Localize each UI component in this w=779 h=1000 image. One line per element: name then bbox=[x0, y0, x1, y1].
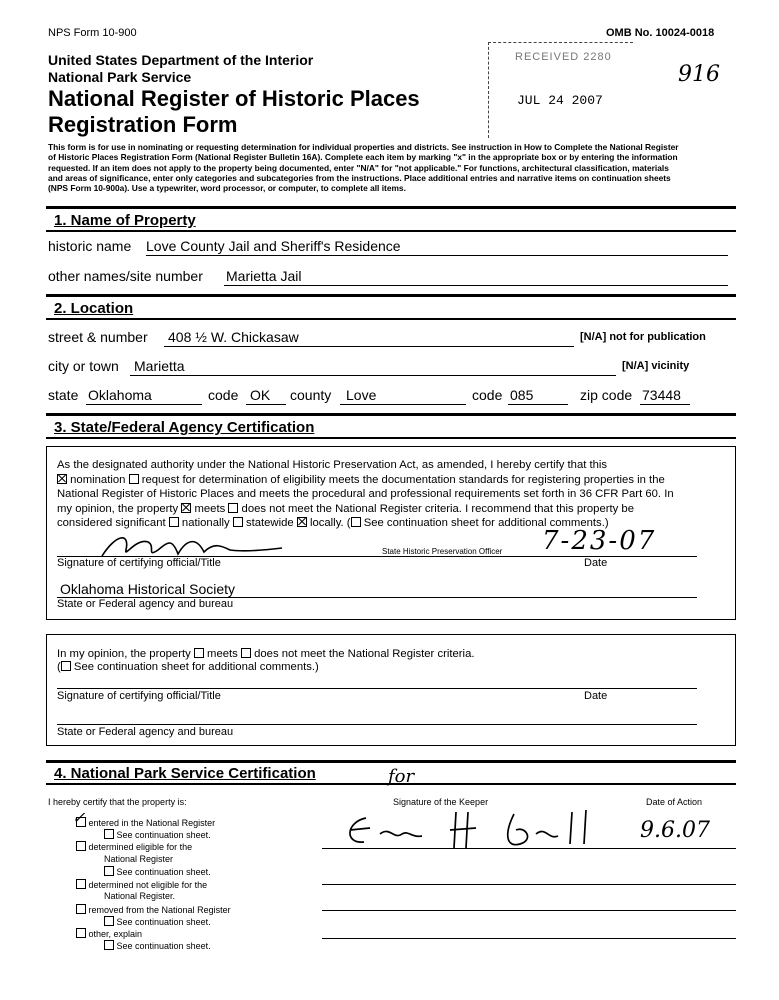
option-label: See continuation sheet. bbox=[116, 830, 211, 840]
request-label: request for determination of eligibility meets the documentation standards for registering properties in the bbox=[141, 473, 665, 486]
section2-heading: 2. Location bbox=[54, 300, 134, 317]
box2-date-label: Date bbox=[584, 690, 608, 702]
state-code-value: OK bbox=[250, 387, 271, 403]
request-checkbox[interactable] bbox=[129, 474, 139, 484]
zip-label: zip code bbox=[580, 387, 633, 403]
box2-meets-checkbox[interactable] bbox=[194, 648, 204, 658]
divider bbox=[46, 413, 736, 416]
section4-heading: 4. National Park Service Certification bbox=[54, 765, 316, 782]
option-eligible bbox=[76, 841, 192, 852]
option-label: See continuation sheet. bbox=[116, 867, 211, 877]
city-value: Marietta bbox=[134, 358, 185, 374]
county-field[interactable] bbox=[340, 387, 466, 405]
box2-agency-line bbox=[57, 724, 697, 725]
instructions-line: This form is for use in nominating or requesting determination for individual properties and districts. See instruction in How to Complete the National Register bbox=[48, 142, 679, 152]
meets-label: meets bbox=[194, 502, 226, 515]
historic-name-label: historic name bbox=[48, 238, 132, 254]
keeper-signature bbox=[336, 804, 606, 858]
option-label: other, explain bbox=[88, 929, 143, 939]
date-label: Date bbox=[584, 557, 608, 569]
keeper-line bbox=[322, 910, 736, 911]
continuation-checkbox[interactable] bbox=[104, 916, 114, 926]
statewide-label: statewide bbox=[245, 517, 294, 530]
stamp-received: RECEIVED 2280 bbox=[515, 51, 612, 63]
not-for-publication: [N/A] not for publication bbox=[580, 331, 706, 343]
continuation-checkbox[interactable] bbox=[104, 940, 114, 950]
continuation-checkbox[interactable] bbox=[104, 829, 114, 839]
box2-agency-label: State or Federal agency and bureau bbox=[57, 726, 234, 738]
stamp-date: JUL 24 2007 bbox=[517, 93, 603, 108]
officer-title: State Historic Preservation Officer bbox=[382, 547, 503, 556]
removed-checkbox[interactable] bbox=[76, 904, 86, 914]
option-label: See continuation sheet. bbox=[116, 917, 211, 927]
zip-field[interactable] bbox=[640, 387, 690, 405]
other-checkbox[interactable] bbox=[76, 928, 86, 938]
option-label: determined eligible for the bbox=[88, 842, 193, 852]
cert-line bbox=[57, 502, 729, 517]
county-code-value: 085 bbox=[510, 387, 534, 403]
page-subtitle: Registration Form bbox=[48, 112, 238, 137]
divider bbox=[46, 760, 736, 763]
county-label: county bbox=[290, 387, 332, 403]
instructions-line: requested. If an item does not apply to the property being documented, enter "N/A" for "not applicable." For functions, architectural classification, materials bbox=[48, 162, 669, 173]
nomination-checkbox[interactable] bbox=[57, 474, 67, 484]
cert-line: National Register of Historic Places and meets the procedural and professional requirements set forth in 36 CFR Part 60. In bbox=[57, 488, 674, 501]
locally-label: locally. ( bbox=[309, 517, 351, 530]
does-not-meet-checkbox[interactable] bbox=[228, 503, 238, 513]
option-entered bbox=[76, 817, 215, 828]
continuation-checkbox[interactable] bbox=[351, 517, 361, 527]
divider bbox=[46, 294, 736, 297]
option-eligible-cont bbox=[104, 866, 211, 877]
nationally-checkbox[interactable] bbox=[169, 517, 179, 527]
box2-paren: ( bbox=[57, 661, 61, 673]
state-label: state bbox=[48, 387, 79, 403]
instructions-line: of Historic Places Registration Form (National Register Bulletin 16A). Complete each item by marking "x" in the appropriate box or by entering the information bbox=[48, 152, 678, 163]
county-code-field[interactable] bbox=[508, 387, 568, 405]
section3-heading: 3. State/Federal Agency Certification bbox=[54, 419, 315, 436]
option-other-cont bbox=[104, 940, 211, 951]
instructions bbox=[48, 142, 679, 193]
option-removed-cont bbox=[104, 916, 211, 927]
other-names-value: Marietta Jail bbox=[226, 268, 302, 284]
state-code-label: code bbox=[208, 387, 239, 403]
box2-continuation-checkbox[interactable] bbox=[61, 661, 71, 671]
other-names-field[interactable] bbox=[224, 268, 728, 286]
other-names-label: other names/site number bbox=[48, 268, 203, 284]
divider bbox=[46, 230, 736, 232]
box2-does-not-meet-label: does not meet the National Register criteria. bbox=[254, 648, 475, 660]
statewide-checkbox[interactable] bbox=[233, 517, 243, 527]
option-label: National Register bbox=[104, 854, 174, 864]
handwritten-number: 916 bbox=[678, 62, 720, 87]
received-stamp bbox=[488, 42, 633, 138]
box2-opinion-label: In my opinion, the property bbox=[57, 648, 191, 660]
state-field[interactable] bbox=[86, 387, 202, 405]
zip-value: 73448 bbox=[642, 387, 681, 403]
instructions-line: and areas of significance, enter only categories and subcategories from the instructions. Place additional entries and narrative items on continuation sheets bbox=[48, 172, 671, 183]
significance-label: considered significant bbox=[57, 517, 166, 530]
keeper-date: 9.6.07 bbox=[640, 818, 710, 843]
instructions-line: (NPS Form 10-900a). Use a typewriter, word processor, or computer, to complete all items. bbox=[48, 183, 406, 194]
option-label: determined not eligible for the bbox=[88, 880, 208, 890]
section1-heading: 1. Name of Property bbox=[54, 212, 196, 229]
service: National Park Service bbox=[48, 69, 192, 85]
omb-number: OMB No. 10024-0018 bbox=[606, 27, 715, 39]
form-number: NPS Form 10-900 bbox=[48, 27, 137, 39]
option-label: entered in the National Register bbox=[88, 818, 216, 828]
option-entered-cont bbox=[104, 829, 211, 840]
signature-label: Signature of certifying official/Title bbox=[57, 557, 221, 569]
city-field[interactable] bbox=[130, 358, 616, 376]
date-of-action-label: Date of Action bbox=[646, 797, 703, 807]
option-not-eligible bbox=[76, 879, 207, 890]
divider bbox=[46, 206, 736, 209]
meets-checkbox[interactable] bbox=[181, 503, 191, 513]
state-value: Oklahoma bbox=[88, 387, 152, 403]
agency-value: Oklahoma Historical Society bbox=[60, 581, 236, 597]
signature-date: 7-23-07 bbox=[542, 526, 657, 556]
opinion-label: my opinion, the property bbox=[57, 502, 179, 515]
option-label: See continuation sheet. bbox=[116, 941, 211, 951]
eligible-checkbox[interactable] bbox=[76, 841, 86, 851]
cert-line: As the designated authority under the National Historic Preservation Act, as amended, I hereby certify that this bbox=[57, 459, 608, 471]
does-not-meet-label: does not meet the National Register criteria. I recommend that this property be bbox=[241, 502, 634, 515]
cert-line bbox=[57, 473, 729, 488]
continuation-checkbox[interactable] bbox=[104, 866, 114, 876]
box2-signature-label: Signature of certifying official/Title bbox=[57, 690, 221, 702]
page-title: National Register of Historic Places bbox=[48, 86, 420, 111]
check-mark-icon: ✓ bbox=[72, 808, 86, 827]
divider bbox=[46, 318, 736, 320]
option-label: removed from the National Register bbox=[88, 905, 231, 915]
box2-line2 bbox=[57, 661, 319, 673]
box2-signature-line bbox=[57, 688, 697, 689]
department: United States Department of the Interior bbox=[48, 52, 314, 68]
certification-text bbox=[57, 458, 729, 531]
for-note: for bbox=[388, 766, 415, 787]
box2-meets-label: meets bbox=[207, 648, 238, 660]
historic-name-value: Love County Jail and Sheriff's Residence bbox=[146, 238, 401, 254]
nationally-label: nationally bbox=[181, 517, 230, 530]
county-code-label: code bbox=[472, 387, 503, 403]
option-removed bbox=[76, 904, 231, 915]
nomination-label: nomination bbox=[70, 473, 126, 486]
continuation-label: See continuation sheet for additional comments.) bbox=[363, 517, 609, 530]
not-eligible-checkbox[interactable] bbox=[76, 879, 86, 889]
vicinity: [N/A] vicinity bbox=[622, 360, 690, 372]
option-label: National Register. bbox=[104, 891, 176, 901]
keeper-line bbox=[322, 884, 736, 885]
historic-name-field[interactable] bbox=[146, 238, 728, 256]
keeper-label: Signature of the Keeper bbox=[393, 797, 489, 807]
keeper-line bbox=[322, 938, 736, 939]
county-value: Love bbox=[346, 387, 377, 403]
street-field[interactable] bbox=[164, 329, 574, 347]
keeper-line bbox=[322, 848, 736, 849]
street-value: 408 ½ W. Chickasaw bbox=[168, 329, 299, 345]
certify-label: I hereby certify that the property is: bbox=[48, 797, 187, 807]
state-code-field[interactable] bbox=[246, 387, 286, 405]
locally-checkbox[interactable] bbox=[297, 517, 307, 527]
box2-line1 bbox=[57, 648, 475, 660]
box2-does-not-meet-checkbox[interactable] bbox=[241, 648, 251, 658]
option-other bbox=[76, 928, 142, 939]
box2-continuation-label: See continuation sheet for additional comments.) bbox=[73, 661, 319, 673]
street-label: street & number bbox=[48, 329, 148, 345]
agency-label: State or Federal agency and bureau bbox=[57, 598, 234, 610]
city-label: city or town bbox=[48, 358, 119, 374]
divider bbox=[46, 437, 736, 439]
